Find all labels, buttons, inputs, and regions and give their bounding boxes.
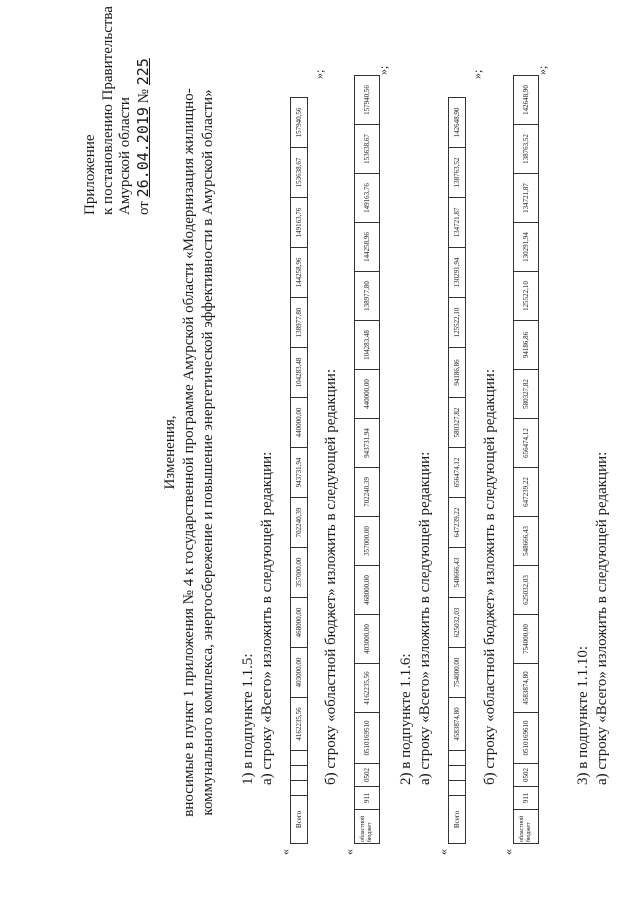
table-row [291, 98, 308, 844]
cell-value: 754000,00 [514, 615, 539, 664]
subpoint-1-1-6: 2) в подпункте 1.1.6: [398, 653, 414, 785]
appendix-line1: к постановлению Правительства [99, 6, 116, 215]
cell-value: 104283,48 [291, 348, 308, 398]
cell-value: 157940,56 [291, 98, 308, 148]
cell-grbs [449, 781, 466, 796]
cell-value: 625032,03 [514, 566, 539, 615]
cell-value: 142648,90 [449, 98, 466, 148]
appendix-block [82, 6, 153, 215]
cell-value: 468000,00 [291, 598, 308, 648]
cell-value: 142648,90 [514, 76, 539, 125]
cell-value: 656474,12 [514, 419, 539, 468]
cell-value: 702240,39 [291, 498, 308, 548]
table-row-total-2 [448, 97, 466, 844]
open-quote: « [342, 849, 356, 855]
table-row [514, 76, 539, 844]
cell-value: 130291,94 [514, 223, 539, 272]
cell-rzpr [291, 766, 308, 781]
cell-label: областной бюджет [355, 810, 380, 844]
open-quote: « [278, 849, 292, 855]
cell-value: 357000,00 [291, 548, 308, 598]
cell-value: 656474,12 [449, 448, 466, 498]
cell-value: 440000,00 [291, 398, 308, 448]
cell-value: 4583874,80 [449, 698, 466, 751]
cell-value: 153638,67 [291, 148, 308, 198]
cell-value: 403000,00 [291, 648, 308, 698]
cell-value: 125522,10 [514, 272, 539, 321]
cell-value: 580327,82 [449, 398, 466, 448]
cell-value: 134721,87 [449, 198, 466, 248]
subpoint-1-1-5: 1) в подпункте 1.1.5: [240, 653, 256, 785]
cell-value: 647239,22 [514, 468, 539, 517]
cell-value: 4162235,56 [355, 664, 380, 713]
item-b-2: б) строку «областной бюджет» изложить в следующей редакции: [482, 368, 498, 785]
cell-rzpr: 0502 [355, 764, 380, 787]
cell-value: 548666,43 [449, 548, 466, 598]
cell-value: 138977,80 [355, 272, 380, 321]
cell-csr: 0510169610 [514, 713, 539, 764]
item-a-2: а) строку «Всего» изложить в следующей редакции: [417, 451, 433, 785]
cell-csr: 0510169510 [355, 713, 380, 764]
item-a-3: а) строку «Всего» изложить в следующей редакции: [594, 451, 610, 785]
cell-value: 943731,94 [291, 448, 308, 498]
handwritten-number: 225 [133, 58, 152, 86]
cell-value: 138763,52 [449, 148, 466, 198]
cell-value: 149163,76 [291, 198, 308, 248]
cell-value: 943731,94 [355, 419, 380, 468]
number-sign: № [135, 89, 152, 104]
cell-value: 104283,48 [355, 321, 380, 370]
cell-value: 580327,82 [514, 370, 539, 419]
cell-grbs: 911 [514, 787, 539, 810]
cell-value: 440000,00 [355, 370, 380, 419]
cell-value: 130291,94 [449, 248, 466, 298]
appendix-date-line [135, 6, 154, 215]
cell-value: 157940,56 [355, 76, 380, 125]
handwritten-date: 26.04.2019 [133, 107, 152, 198]
subpoint-1-1-10: 3) в подпункте 1.1.10: [575, 645, 591, 785]
appendix-title: Приложение [82, 134, 98, 215]
cell-rzpr: 0502 [514, 764, 539, 787]
cell-value: 125522,10 [449, 298, 466, 348]
cell-value: 357000,00 [355, 517, 380, 566]
cell-csr [291, 751, 308, 766]
cell-grbs [291, 781, 308, 796]
appendix-line2: Амурской области [117, 97, 133, 215]
cell-value: 144258,96 [355, 223, 380, 272]
open-quote: « [501, 849, 515, 855]
table-row-total-1 [290, 97, 308, 844]
table-row-regional-2 [513, 75, 539, 844]
close-quote: »; [312, 69, 326, 79]
cell-value: 134721,87 [514, 174, 539, 223]
doc-heading-line2: коммунального комплекса, энергосбережение и повышение энергетической эффективности в Амурской области» [200, 89, 216, 816]
cell-value: 153638,67 [355, 125, 380, 174]
cell-value: 548666,43 [514, 517, 539, 566]
cell-value: 149163,76 [355, 174, 380, 223]
table-row [449, 98, 466, 844]
cell-value: 4162235,56 [291, 698, 308, 751]
table-row-regional-1 [354, 75, 380, 844]
close-quote: »; [535, 65, 549, 75]
cell-label: Всего [449, 796, 466, 844]
cell-value: 4583874,80 [514, 664, 539, 713]
cell-value: 94186,86 [514, 321, 539, 370]
item-a-1: а) строку «Всего» изложить в следующей редакции: [259, 451, 275, 785]
cell-csr [449, 751, 466, 766]
cell-value: 702240,39 [355, 468, 380, 517]
close-quote: »; [376, 65, 390, 75]
open-quote: « [436, 849, 450, 855]
doc-heading-line1: вносимые в пункт 1 приложения № 4 к государственной программе Амурской области «Модернизация жилищно- [181, 88, 197, 817]
cell-grbs: 911 [355, 787, 380, 810]
cell-value: 625032,03 [449, 598, 466, 648]
cell-value: 754000,00 [449, 648, 466, 698]
cell-value: 647239,22 [449, 498, 466, 548]
cell-label: областной бюджет [514, 810, 539, 844]
item-b-1: б) строку «областной бюджет» изложить в следующей редакции: [323, 368, 339, 785]
cell-rzpr [449, 766, 466, 781]
cell-value: 468000,00 [355, 566, 380, 615]
cell-value: 94186,86 [449, 348, 466, 398]
cell-label: Всего [291, 796, 308, 844]
close-quote: »; [470, 69, 484, 79]
table-row [355, 76, 380, 844]
cell-value: 144258,96 [291, 248, 308, 298]
cell-value: 403000,00 [355, 615, 380, 664]
cell-value: 138977,80 [291, 298, 308, 348]
date-prefix: от [135, 201, 152, 215]
doc-title: Изменения, [162, 415, 178, 490]
cell-value: 138763,52 [514, 125, 539, 174]
